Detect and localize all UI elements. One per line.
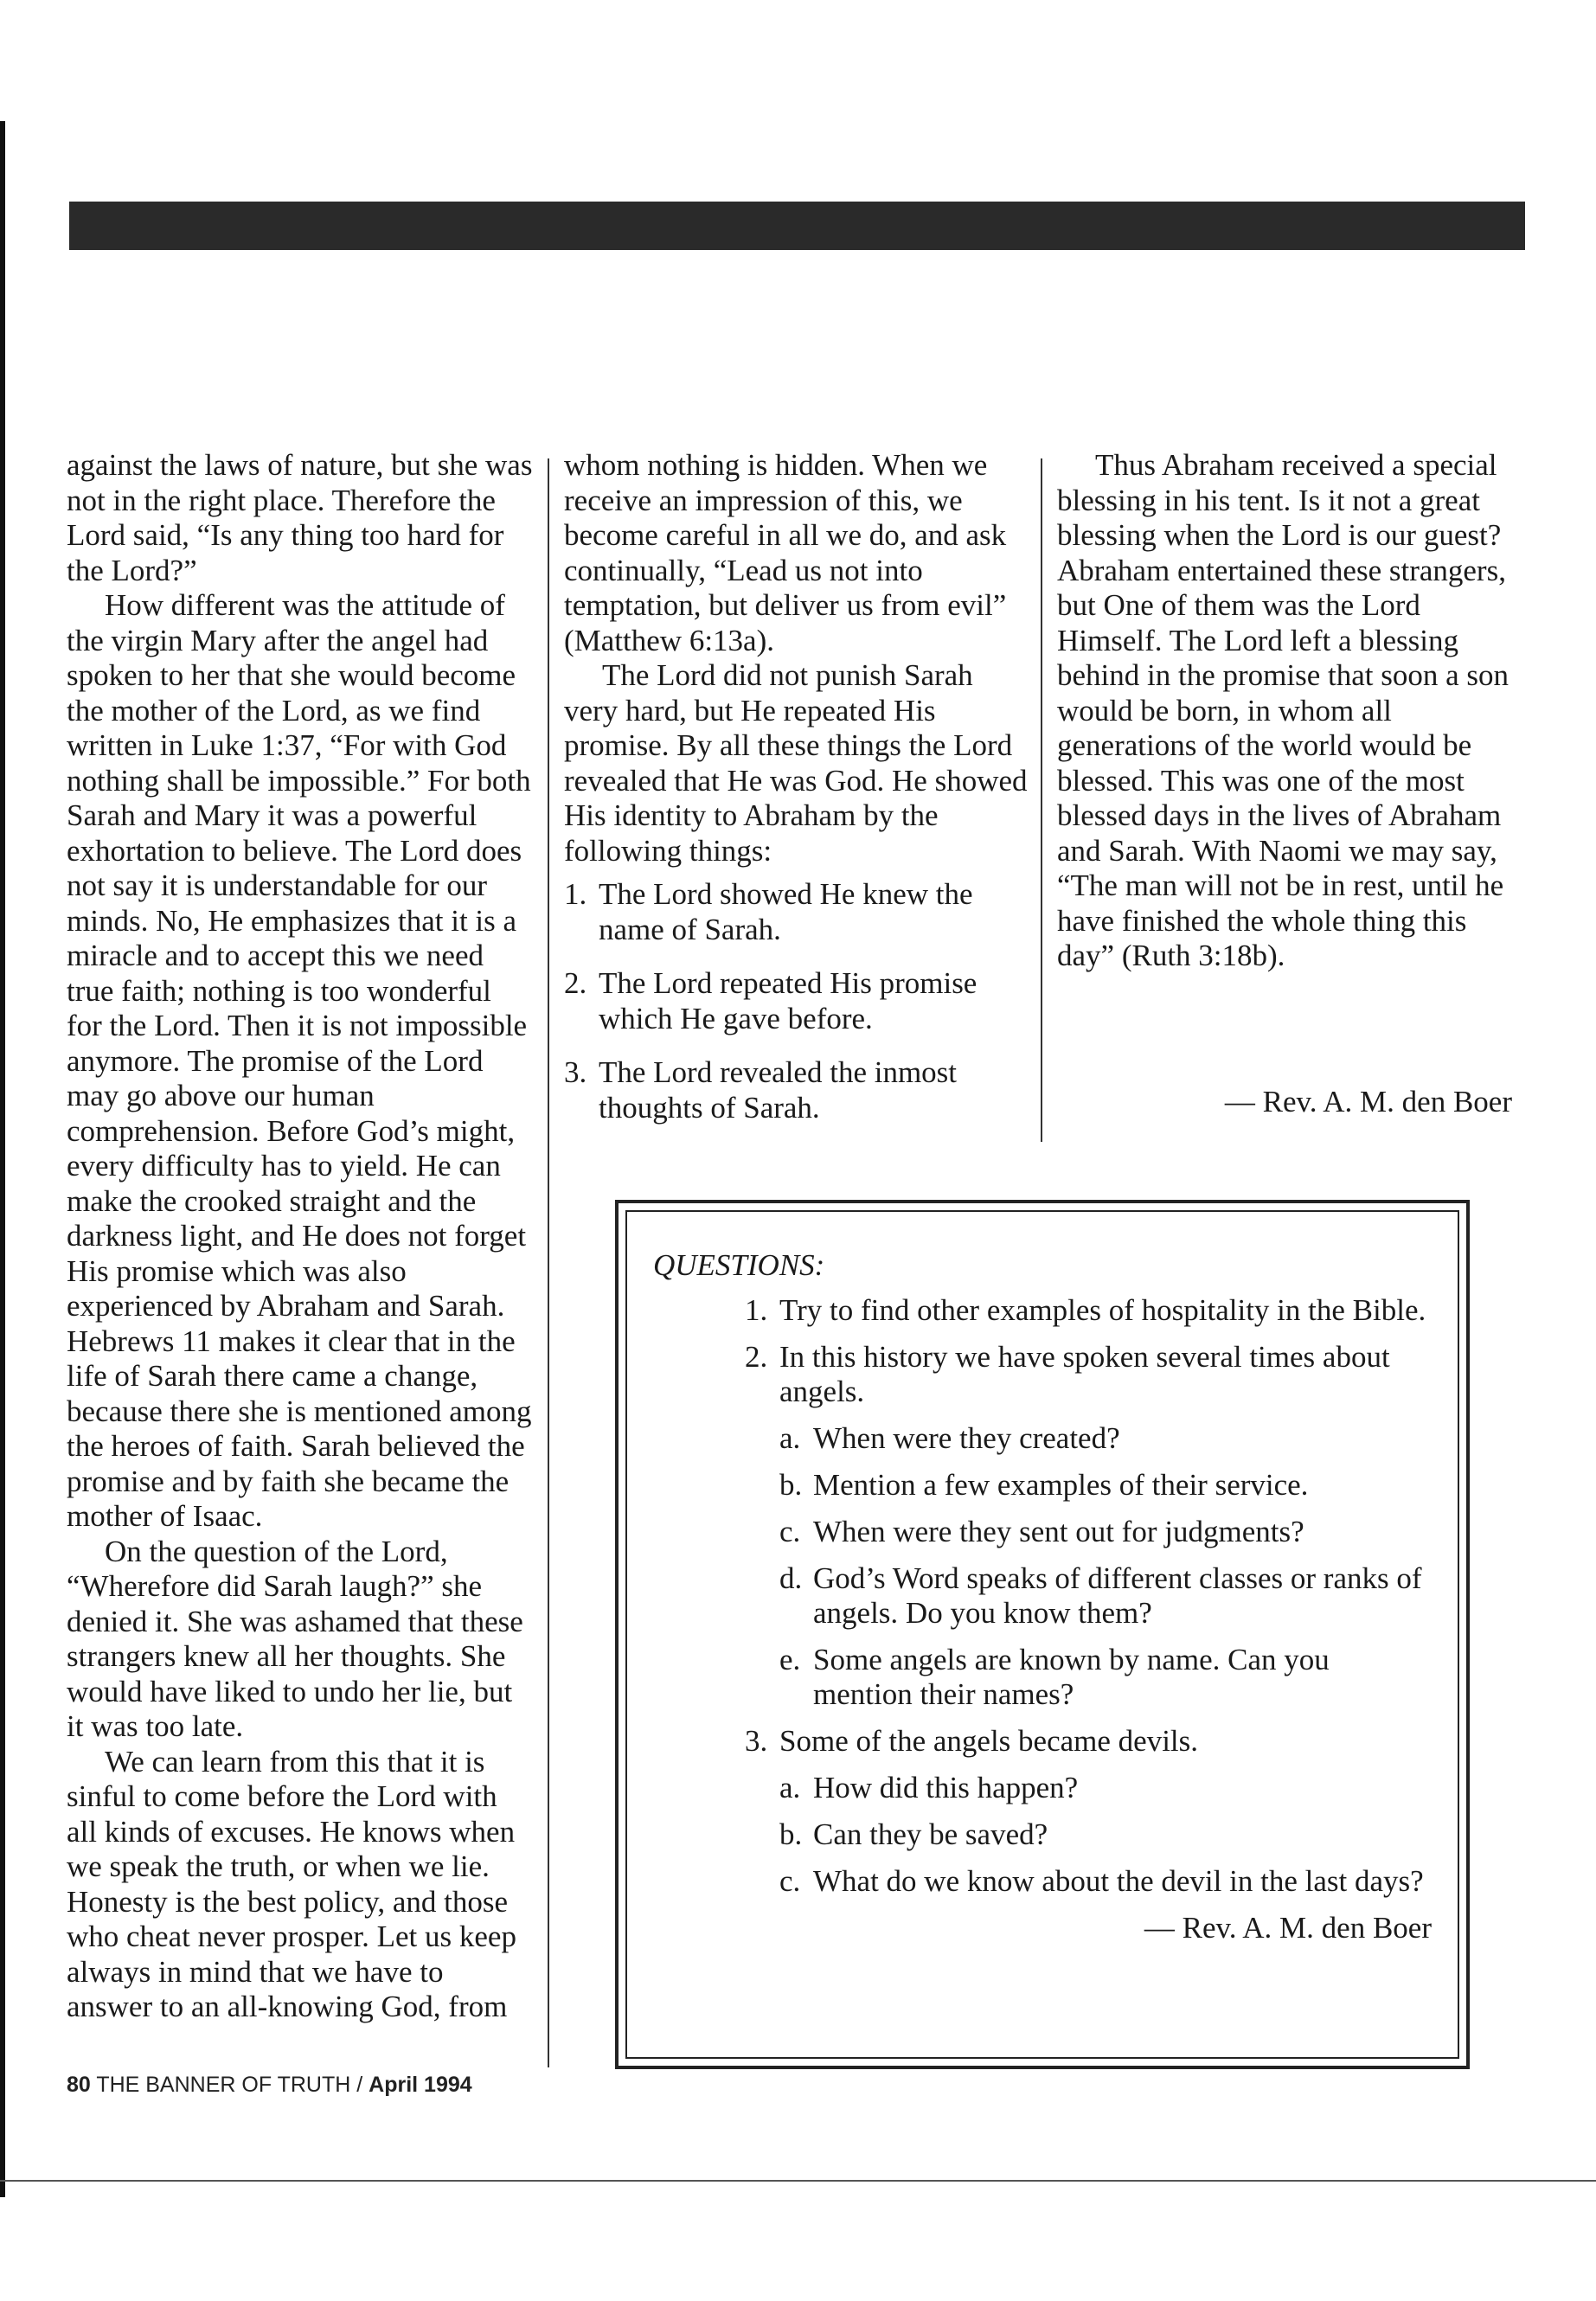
question-subitem: d. God’s Word speaks of different classes or ranks of angels. Do you know them?	[779, 1561, 1422, 1630]
question-subitem: b. Can they be saved?	[779, 1817, 1048, 1851]
paragraph: How different was the attitude of the virgin Mary after the angel had spoken to her that she would become the mother of the Lord, as we find written in Luke 1:37, “For with God nothing shall be impossible.” For both Sarah and Mary it was a powerful exhortation to believe. The Lord does not say it is understandable for our minds. No, He emphasizes that it is a miracle and to accept this we need true faith; nothing is too wonderful for the Lord. Then it is not impossible anymore. The promise of the Lord may go above our human comprehension. Before God’s might, every difficulty has to yield. He can make the crooked straight and the darkness light, and He does not forget His promise which was also experienced by Abraham and Sarah. Hebrews 11 makes it clear that in the life of Sarah there came a change, because there she is mentioned among the heroes of faith. Sarah believed the promise and by faith she became the mother of Isaac.	[67, 588, 532, 1533]
page-left-edge	[0, 121, 5, 2197]
question-subitem: a. When were they created?	[779, 1421, 1120, 1455]
header-bar	[69, 202, 1525, 250]
paragraph: The Lord did not punish Sarah very hard, but He repeated His promise. By all these things the Lord revealed that He was God. He showed His identity to Abraham by the following things:	[564, 658, 1028, 868]
issue-date: April 1994	[369, 2073, 472, 2097]
question-subitem: c. What do we know about the devil in the last days?	[779, 1864, 1424, 1898]
question-item: 2. In this history we have spoken several times about angels.	[745, 1340, 1390, 1408]
questions-box	[615, 1200, 1470, 2069]
author-signature: — Rev. A. M. den Boer	[1224, 1085, 1512, 1118]
list-item: 3. The Lord revealed the inmost thoughts of Sarah.	[564, 1055, 958, 1125]
paragraph: whom nothing is hidden. When we receive an impression of this, we become careful in all we do, and ask continually, “Lead us not into temptation, but deliver us from evil” (Matthew 6:13a).	[564, 448, 1007, 657]
question-subitem: b. Mention a few examples of their service.	[779, 1468, 1309, 1502]
identity-list	[564, 877, 1031, 1125]
questions-title: QUESTIONS:	[653, 1248, 825, 1282]
article-column-3	[1057, 448, 1524, 974]
question-subitem: c. When were they sent out for judgments?	[779, 1515, 1304, 1548]
column-divider	[548, 458, 549, 2067]
paragraph: Thus Abraham received a special blessing in his tent. Is it not a great blessing when the Lord is our guest? Abraham entertained these strangers, but One of them was the Lord Himself. The Lord left a blessing behind in the promise that soon a son would be born, in whom all generations of the world would be blessed. This was one of the most blessed days in the lives of Abraham and Sarah. With Naomi we may say, “The man will not be in rest, until he have finished the whole thing this day” (Ruth 3:18b).	[1057, 448, 1509, 972]
list-item: 2. The Lord repeated His promise which He gave before.	[564, 966, 977, 1035]
paragraph: against the laws of nature, but she was not in the right place. Therefore the Lord said, “Is any thing too hard for the Lord?”	[67, 448, 533, 587]
page-number: 80	[67, 2073, 91, 2097]
question-item: 3. Some of the angels became devils.	[745, 1724, 1199, 1758]
list-item: 1. The Lord showed He knew the name of Sarah.	[564, 877, 973, 946]
column-divider	[1041, 458, 1042, 1142]
article-column-1	[67, 448, 534, 2025]
paragraph: We can learn from this that it is sinful to come before the Lord with all kinds of excuses. He knows when we speak the truth, or when we lie. Honesty is the best policy, and those who cheat never prosper. Let us keep always in mind that we have to answer to an all-knowing God, from	[67, 1744, 516, 2023]
questions-signature: — Rev. A. M. den Boer	[1144, 1911, 1432, 1945]
question-subitem: a. How did this happen?	[779, 1771, 1079, 1804]
question-item: 1. Try to find other examples of hospitality in the Bible.	[745, 1293, 1426, 1327]
question-subitem: e. Some angels are known by name. Can you mention their names?	[779, 1643, 1330, 1711]
article-column-2	[564, 448, 1031, 1144]
questions-content	[653, 1248, 1432, 1945]
page-bottom-rule	[0, 2180, 1596, 2182]
publication-name: THE BANNER OF TRUTH /	[96, 2073, 363, 2097]
paragraph: On the question of the Lord, “Wherefore did Sarah laugh?” she denied it. She was ashamed that these strangers knew all her thoughts. She would have liked to undo her lie, but it was too late.	[67, 1534, 523, 1743]
page-footer	[67, 2073, 472, 2098]
